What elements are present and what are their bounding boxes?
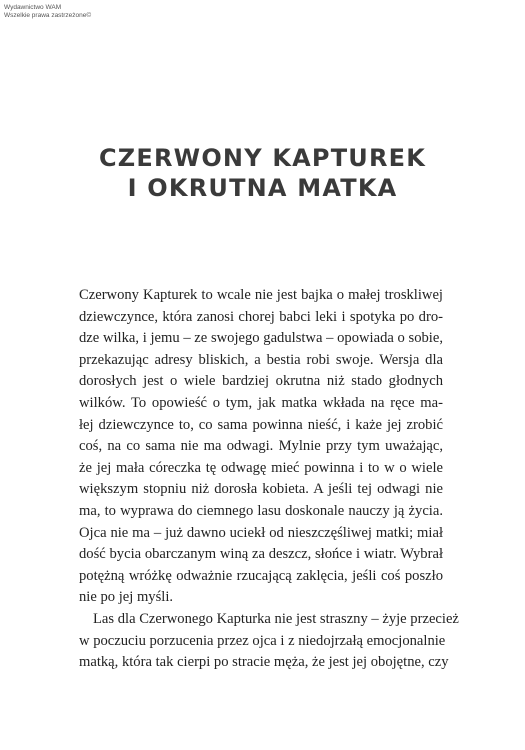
chapter-title-line-1: CZERWONY KAPTUREK [98,144,427,172]
watermark-publisher-name: Wydawnictwo WAM [4,4,62,11]
text-line: dorosłych jest o wiele bardziej okrutna niż stado głodnych [79,373,443,390]
text-line: większym stopniu niż dorosła kobieta. A jeśli tej odwagi nie [79,481,443,498]
text-line: przekazując adresy bliskich, a bestia robi swoje. Wersja dla [79,351,443,368]
text-line: dziewczynce, która zanosi chorej babci leki i spotyka po dro- [79,308,443,325]
text-line: łej dziewczynce to, co sama powinna nieść, i każe jej zrobić [79,416,443,433]
text-line: że jej mała córeczka tę odwagę mieć powinna i to w o wiele [79,459,443,476]
text-line: Ojca nie ma – już dawno uciekł od nieszczęśliwej matki; miał [79,524,443,541]
text-line: dze wilka, i jemu – ze swojego gadulstwa – opowiada o sobie, [79,330,443,347]
body-text [79,285,459,674]
text-line: potężną wróżkę odważnie rzucającą zaklęcia, jeśli coś poszło [79,567,443,584]
text-line: nie po jej myśli. [79,589,174,606]
text-line: w poczuciu porzucenia przez ojca i z niedojrzałą emocjonalnie [79,632,446,649]
text-line: coś, na co sama nie ma odwagi. Mylnie przy tym uważając, [79,438,443,455]
text-line: matką, która tak cierpi po stracie męża, że jest jej obojętne, czy [79,654,449,671]
text-line: dość bycia obarczanym winą za deszcz, słońce i wiatr. Wybrał [79,546,443,563]
text-line: Las dla Czerwonego Kapturka nie jest straszny – żyje przecież [93,610,459,627]
paragraph-1 [79,285,443,609]
text-line: wilków. To opowieść o tym, jak matka wkłada na ręce ma- [79,394,443,411]
text-line: Czerwony Kapturek to wcale nie jest bajka o małej troskliwej [79,287,443,303]
watermark-copyright: Wszelkie prawa zastrzeżone© [4,12,92,19]
chapter-title-line-2: I OKRUTNA MATKA [127,174,398,202]
text-line: ma, to wyprawa do ciemnego lasu doskonale nauczy ją życia. [79,502,443,519]
paragraph-2 [79,609,459,674]
publisher-watermark [4,4,91,20]
chapter-title [0,143,525,203]
